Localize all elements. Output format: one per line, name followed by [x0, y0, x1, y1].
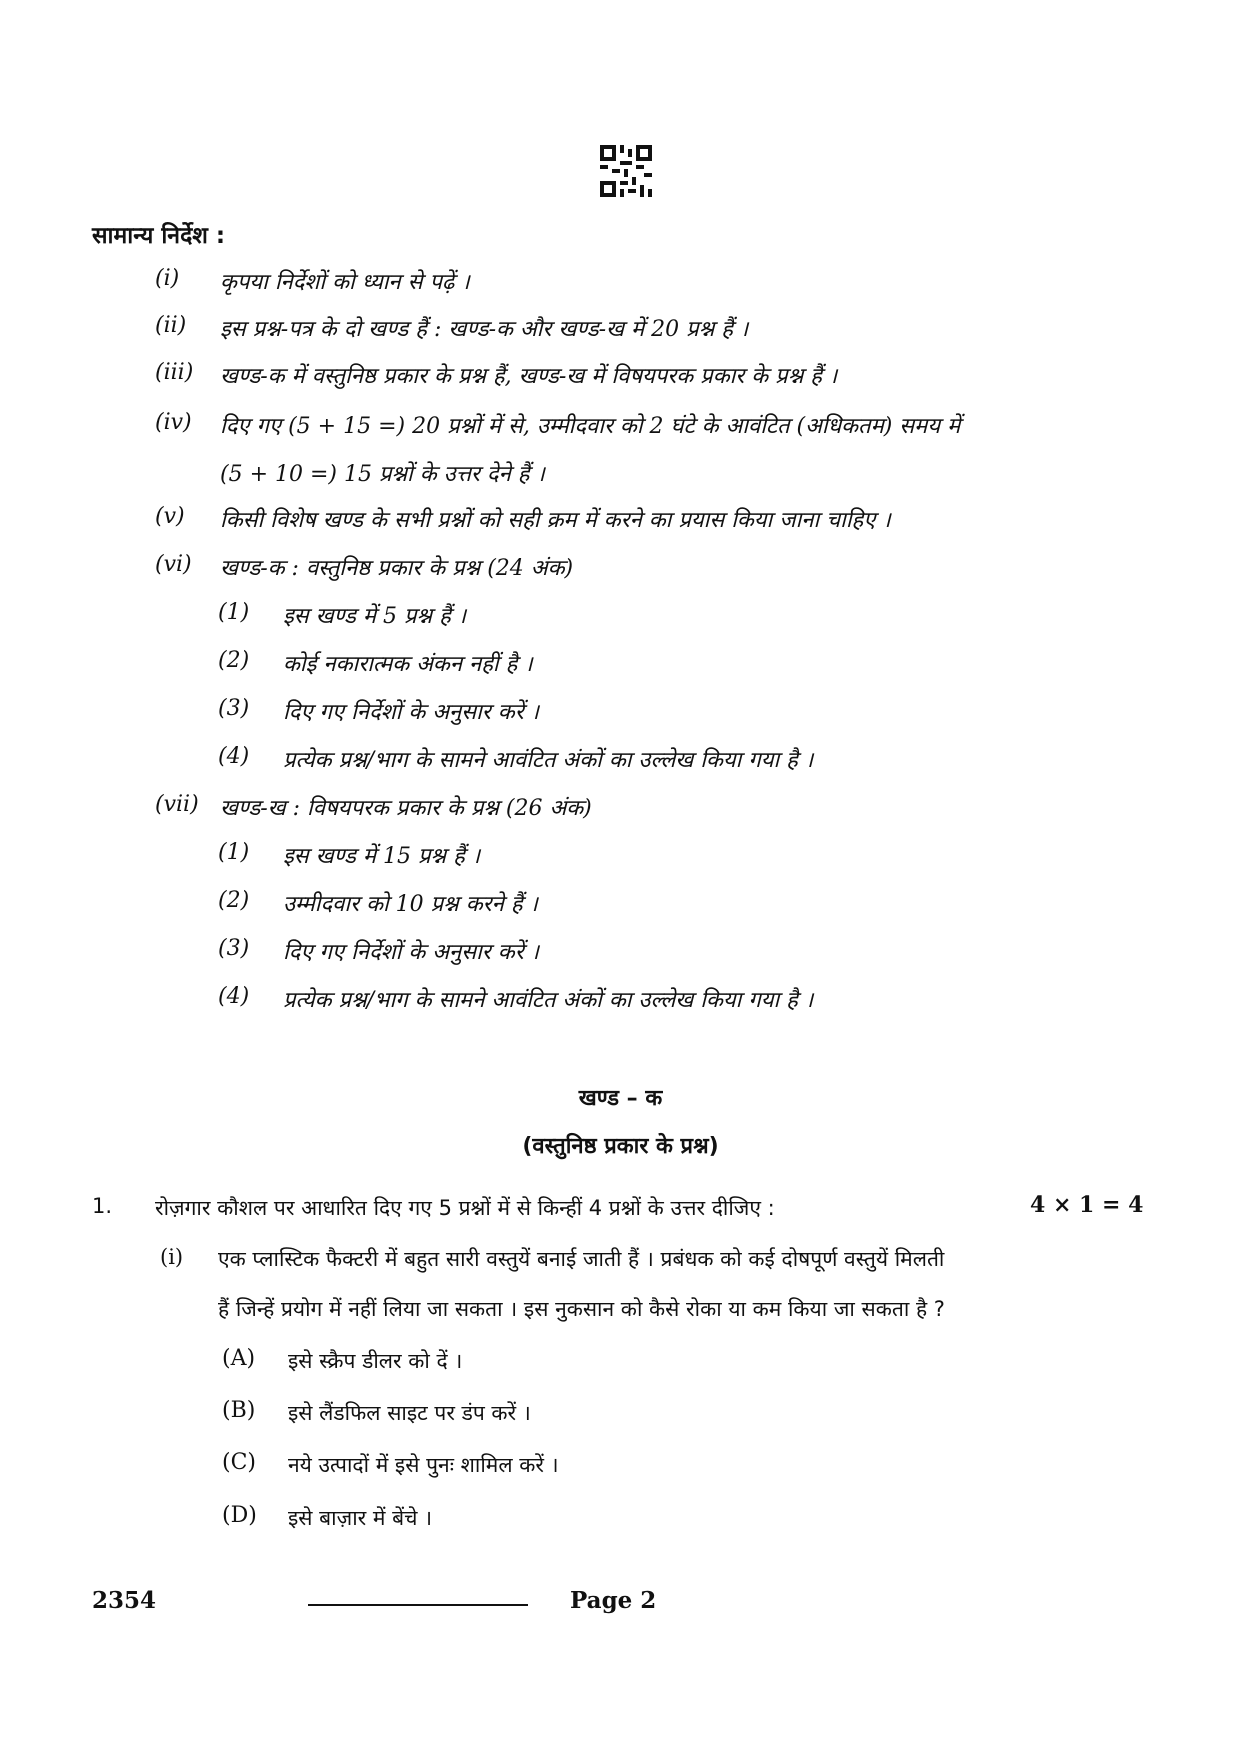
instruction-text: खण्ड-क : वस्तुनिष्ठ प्रकार के प्रश्न (24 अंक) [220, 556, 574, 581]
instruction-number: (vii) [155, 792, 199, 817]
paper-code: 2354 [92, 1587, 157, 1614]
instruction-text-line1: दिए गए (5 + 15 =) 20 प्रश्नों में से, उम्मीदवार को 2 घंटे के आवंटित (अधिकतम) समय में [220, 414, 961, 439]
instruction-number: (v) [155, 504, 185, 529]
instruction-number: (ii) [155, 313, 187, 338]
instruction-text-line2: (5 + 10 =) 15 प्रश्नों के उत्तर देने हैं । [220, 462, 545, 487]
question-part-number: (i) [160, 1245, 184, 1269]
instructions-heading: सामान्य निर्देश : [92, 223, 226, 249]
instruction-number: (vi) [155, 552, 192, 577]
qr-code-icon [600, 145, 652, 197]
instruction-number: (iii) [155, 360, 194, 385]
instruction-text: इस प्रश्न-पत्र के दो खण्ड हैं : खण्ड-क और खण्ड-ख में 20 प्रश्न हैं । [220, 317, 749, 342]
sub-item-text: इस खण्ड में 15 प्रश्न हैं । [283, 844, 481, 869]
option-text: इसे लैंडफिल साइट पर डंप करें । [288, 1401, 531, 1425]
sub-item-text: दिए गए निर्देशों के अनुसार करें । [283, 700, 540, 725]
instruction-text: खण्ड-ख : विषयपरक प्रकार के प्रश्न (26 अंक) [220, 796, 592, 821]
sub-item-number: (1) [218, 600, 250, 625]
option-label: (A) [222, 1346, 256, 1371]
question-number: 1. [92, 1194, 113, 1218]
sub-item-text: उम्मीदवार को 10 प्रश्न करने हैं । [283, 892, 538, 917]
sub-item-number: (1) [218, 840, 250, 865]
option-text: इसे बाज़ार में बेंचे । [288, 1506, 433, 1530]
footer-divider [308, 1604, 528, 1606]
instruction-number: (iv) [155, 410, 192, 435]
sub-item-number: (3) [218, 936, 250, 961]
instruction-text: खण्ड-क में वस्तुनिष्ठ प्रकार के प्रश्न हैं, खण्ड-ख में विषयपरक प्रकार के प्रश्न हैं । [220, 364, 838, 389]
question-part-line1: एक प्लास्टिक फैक्टरी में बहुत सारी वस्तुयें बनाई जाती हैं । प्रबंधक को कई दोषपूर्ण वस्तुयें मिलती [218, 1247, 945, 1271]
instruction-number: (i) [155, 266, 180, 291]
sub-item-number: (2) [218, 648, 250, 673]
sub-item-text: दिए गए निर्देशों के अनुसार करें । [283, 940, 540, 965]
question-part-line2: हैं जिन्हें प्रयोग में नहीं लिया जा सकता । इस नुकसान को कैसे रोका या कम किया जा सकता है ? [218, 1297, 945, 1321]
section-subtitle: (वस्तुनिष्ठ प्रकार के प्रश्न) [522, 1134, 719, 1159]
sub-item-text: प्रत्येक प्रश्न/भाग के सामने आवंटित अंकों का उल्लेख किया गया है । [283, 988, 814, 1013]
question-marks: 4 × 1 = 4 [1030, 1192, 1144, 1218]
question-text: रोज़गार कौशल पर आधारित दिए गए 5 प्रश्नों में से किन्हीं 4 प्रश्नों के उत्तर दीजिए : [155, 1196, 775, 1220]
sub-item-number: (2) [218, 888, 250, 913]
option-label: (C) [222, 1450, 256, 1475]
sub-item-number: (3) [218, 696, 250, 721]
option-label: (D) [222, 1503, 257, 1528]
sub-item-number: (4) [218, 744, 250, 769]
page-number: Page 2 [570, 1587, 657, 1614]
sub-item-text: प्रत्येक प्रश्न/भाग के सामने आवंटित अंकों का उल्लेख किया गया है । [283, 748, 814, 773]
sub-item-text: कोई नकारात्मक अंकन नहीं है । [283, 652, 533, 677]
sub-item-number: (4) [218, 984, 250, 1009]
section-title: खण्ड – क [578, 1086, 663, 1111]
option-text: इसे स्क्रैप डीलर को दें । [288, 1349, 463, 1373]
sub-item-text: इस खण्ड में 5 प्रश्न हैं । [283, 604, 467, 629]
option-text: नये उत्पादों में इसे पुनः शामिल करें । [288, 1453, 559, 1477]
instruction-text: किसी विशेष खण्ड के सभी प्रश्नों को सही क्रम में करने का प्रयास किया जाना चाहिए । [220, 508, 891, 533]
option-label: (B) [222, 1398, 256, 1423]
instruction-text: कृपया निर्देशों को ध्यान से पढ़ें । [220, 270, 470, 295]
